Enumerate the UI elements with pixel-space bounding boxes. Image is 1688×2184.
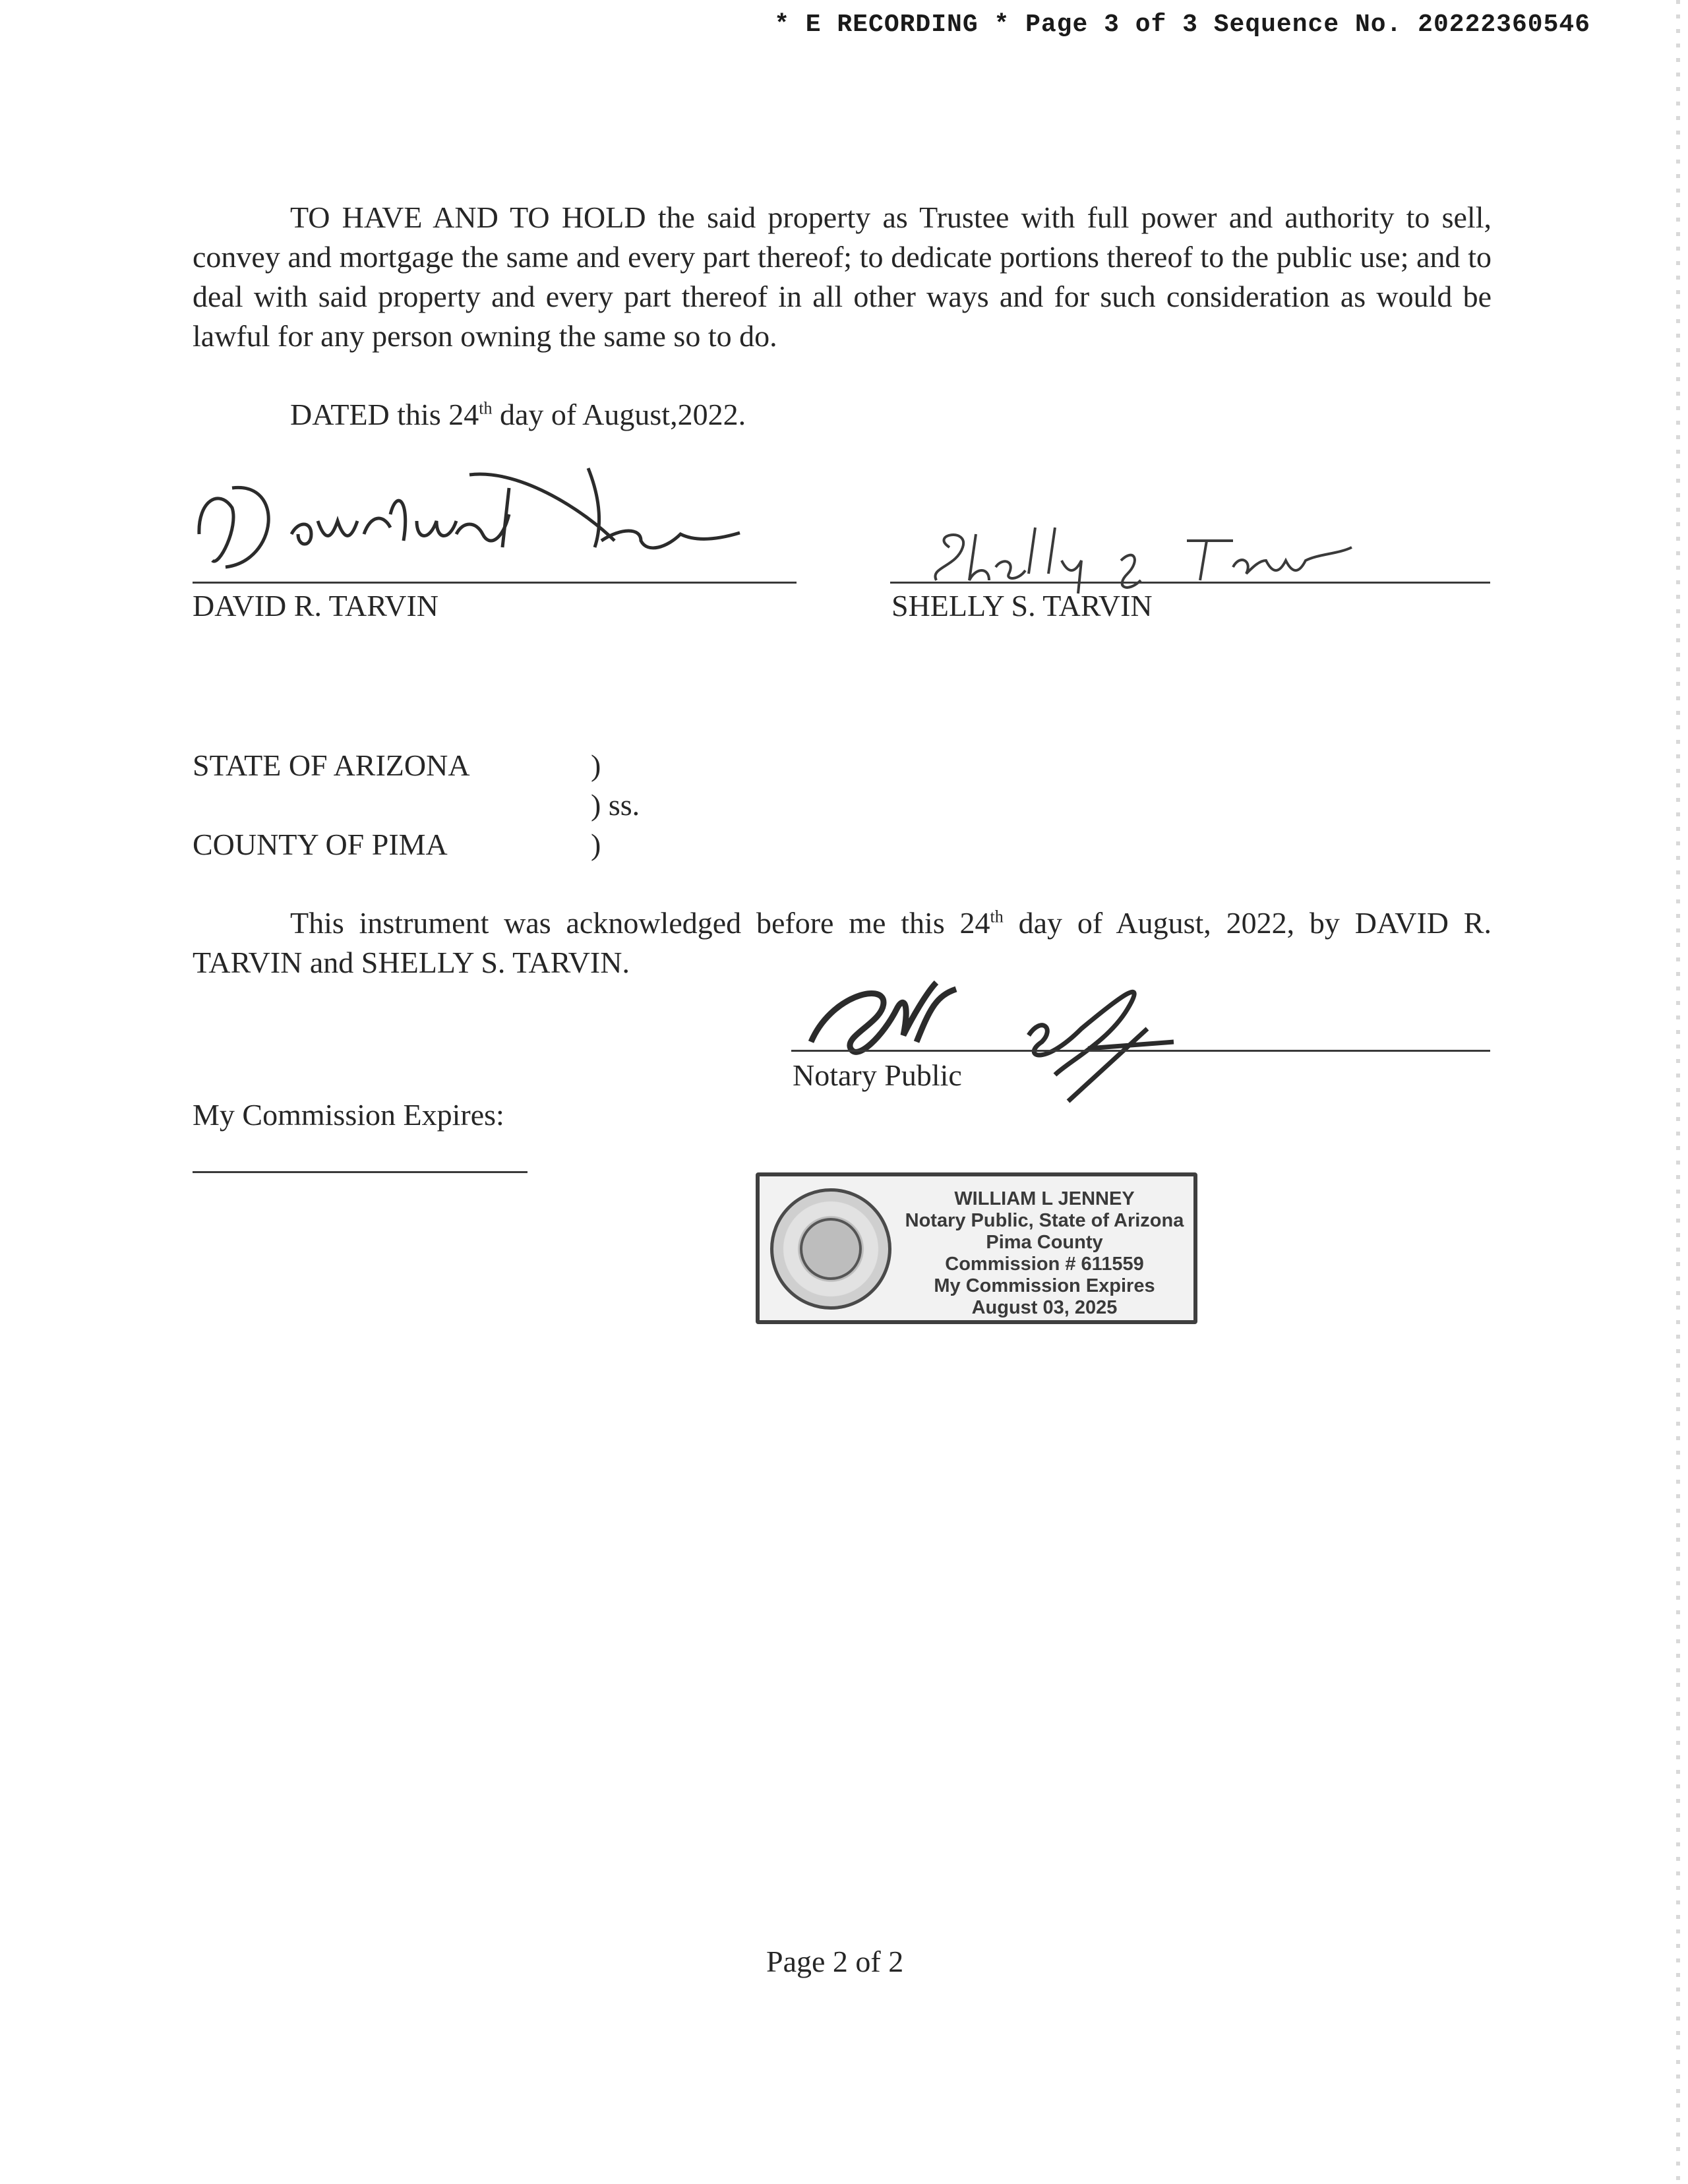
scan-edge-marks bbox=[1676, 0, 1680, 2184]
page-number: Page 2 of 2 bbox=[766, 1945, 904, 1978]
david-name: DAVID R. TARVIN bbox=[193, 589, 439, 622]
stamp-expires-date: August 03, 2025 bbox=[971, 1297, 1118, 1318]
stamp-expires-label: My Commission Expires bbox=[934, 1275, 1155, 1296]
arizona-state-seal-icon bbox=[770, 1188, 891, 1310]
ack-rest: day of August, 2022, by DAVID R. TARVIN and SHELLY S. TARVIN. bbox=[193, 906, 1492, 979]
dated-suffix: th bbox=[479, 398, 493, 418]
ack-day: 24 bbox=[959, 906, 990, 940]
ack-suffix: th bbox=[990, 907, 1004, 926]
stamp-county: Pima County bbox=[986, 1232, 1103, 1253]
venue-state: STATE OF ARIZONA bbox=[193, 748, 470, 782]
venue-ss: ) ss. bbox=[591, 788, 640, 822]
shelly-signature-line bbox=[890, 582, 1490, 584]
notary-stamp bbox=[756, 1172, 1197, 1324]
stamp-text bbox=[899, 1188, 1190, 1319]
david-signature-line bbox=[193, 582, 797, 584]
shelly-name: SHELLY S. TARVIN bbox=[891, 589, 1153, 622]
dated-rest: day of August,2022. bbox=[492, 398, 746, 431]
dated-prefix: DATED this bbox=[290, 398, 449, 431]
ack-prefix: This instrument was acknowledged before me this bbox=[290, 906, 960, 940]
commission-expires-line bbox=[193, 1171, 528, 1173]
dated-day: 24 bbox=[448, 398, 479, 431]
notary-public-label: Notary Public bbox=[793, 1058, 962, 1092]
habendum-text: TO HAVE AND TO HOLD the said property as Trustee with full power and authority to sell, convey and mortgage the same and every part thereof; to dedicate portions thereof to the public use; and to deal with said property and every part thereof in all other ways and for such consideration as would be lawful for any person owning the same so to do. bbox=[193, 200, 1492, 353]
venue-paren-bottom: ) bbox=[591, 828, 601, 861]
david-signature-drawing bbox=[193, 462, 799, 580]
notary-signature-line bbox=[791, 1050, 1490, 1052]
habendum-paragraph bbox=[193, 198, 1492, 356]
david-signature bbox=[193, 462, 799, 580]
venue-county: COUNTY OF PIMA bbox=[193, 828, 448, 861]
stamp-commission-number: Commission # 611559 bbox=[945, 1254, 1144, 1275]
commission-expires-label: My Commission Expires: bbox=[193, 1098, 504, 1132]
recording-banner: * E RECORDING * Page 3 of 3 Sequence No. 20222360546 bbox=[774, 11, 1590, 39]
dated-line bbox=[290, 397, 746, 432]
stamp-notary-name: WILLIAM L JENNEY bbox=[954, 1188, 1135, 1209]
stamp-title: Notary Public, State of Arizona bbox=[905, 1210, 1184, 1231]
venue-paren-top: ) bbox=[591, 748, 601, 782]
